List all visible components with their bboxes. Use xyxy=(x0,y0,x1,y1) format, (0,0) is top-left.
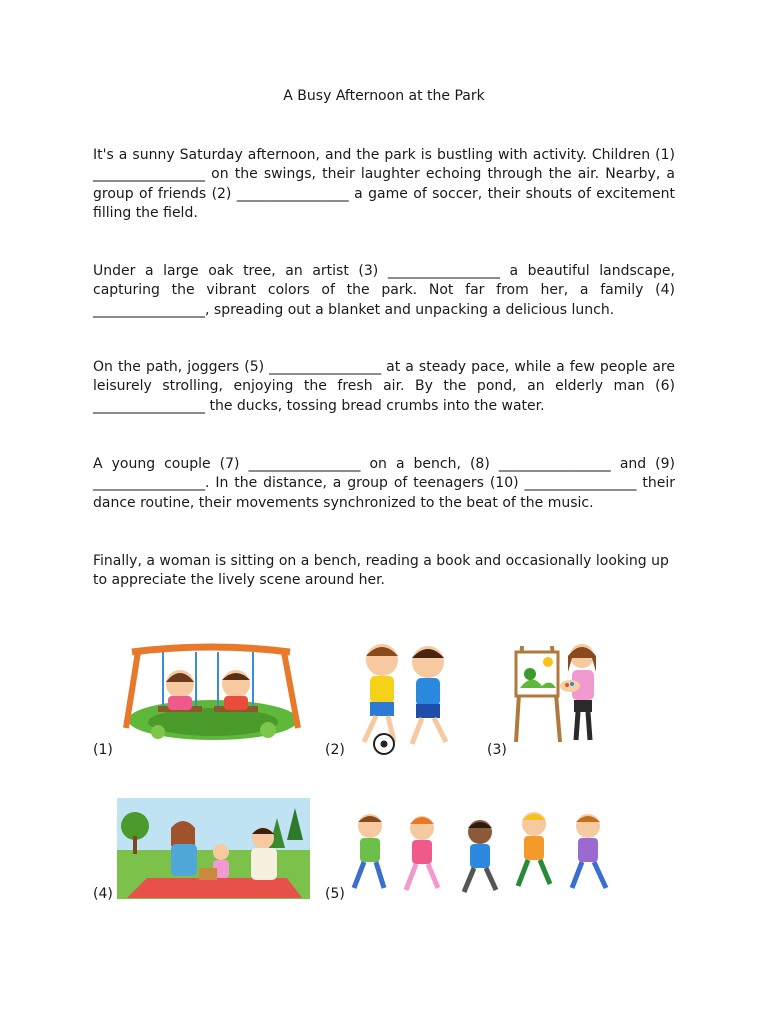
picture-label-3: (3) xyxy=(487,742,507,758)
running-kids-illustration xyxy=(348,808,624,900)
painting-girl-illustration xyxy=(512,638,604,748)
picture-label-5: (5) xyxy=(325,886,345,902)
paragraph-1: It's a sunny Saturday afternoon, and the park is bustling with activity. Children (1) ________________ on the swings, their laughter echoing through the air. Nearby, a group of friends (2) ________________ a game of soccer, their shouts of excitement filling the field. xyxy=(93,147,675,222)
paragraph-5: Finally, a woman is sitting on a bench, reading a book and occasionally looking up to appreciate the lively scene around her. xyxy=(93,553,669,589)
picture-label-1: (1) xyxy=(93,742,113,758)
worksheet-title: A Busy Afternoon at the Park xyxy=(283,88,485,104)
paragraph-4: A young couple (7) ________________ on a bench, (8) ________________ and (9) ________________. In the distance, a group of teenagers (10) ________________ their dance routine, their movements synchronized to the beat of the music. xyxy=(93,456,675,511)
family-picnic-illustration xyxy=(117,798,310,899)
paragraph-3: On the path, joggers (5) ________________ at a steady pace, while a few people are leisurely strolling, enjoying the fresh air. By the pond, an elderly man (6) ________________ the ducks, tossing bread crumbs into the water. xyxy=(93,359,675,414)
picture-label-4: (4) xyxy=(93,886,113,902)
soccer-kids-illustration xyxy=(350,638,460,758)
picture-label-2: (2) xyxy=(325,742,345,758)
swing-children-illustration xyxy=(118,640,304,746)
paragraph-2: Under a large oak tree, an artist (3) ________________ a beautiful landscape, capturing the vibrant colors of the park. Not far from her, a family (4) ________________, spreading out a blanket and unpacking a delicious lunch. xyxy=(93,263,675,318)
